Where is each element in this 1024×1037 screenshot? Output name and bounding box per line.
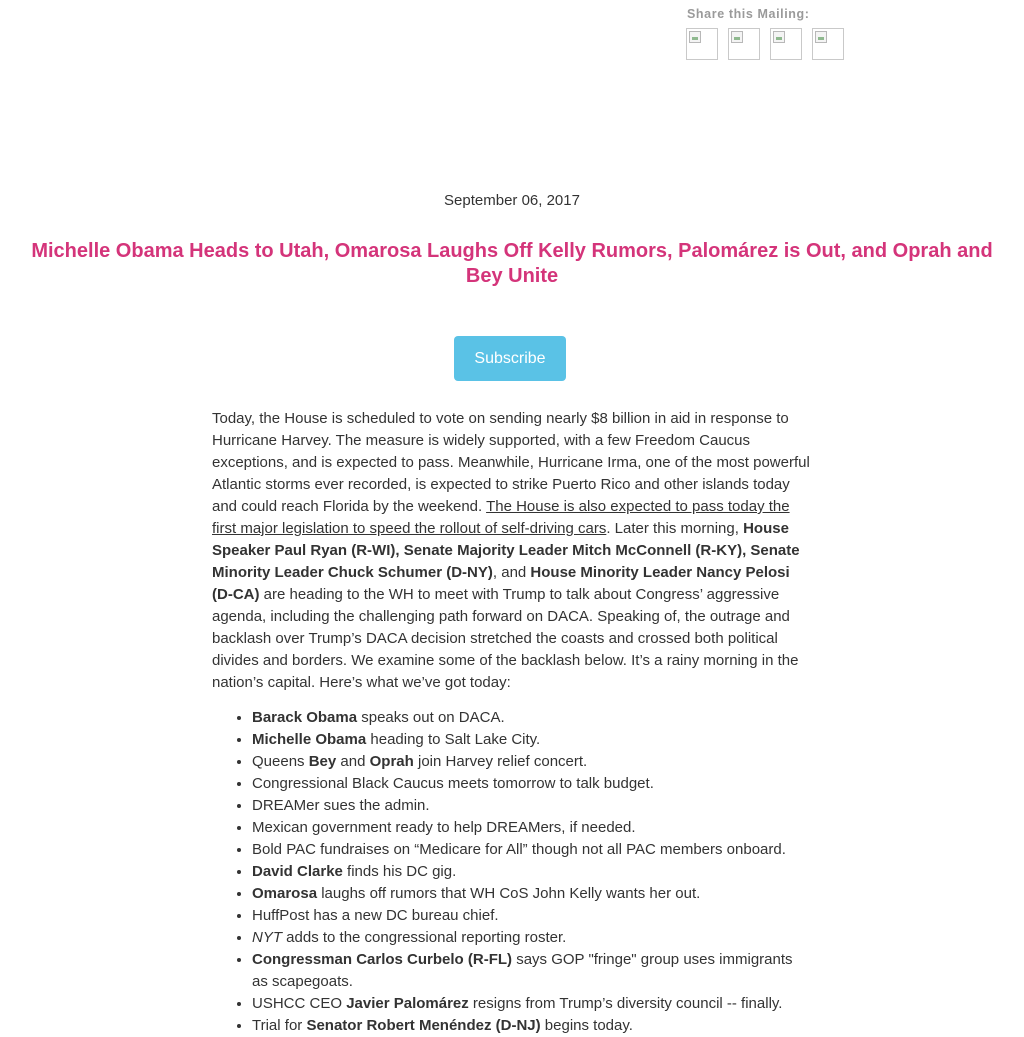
list-item-bold: Omarosa — [252, 885, 318, 902]
list-item — [252, 751, 812, 773]
self-driving-cars-link[interactable]: The House is also expected to pass today the first major legislation to speed the rollout of self-driving cars — [212, 498, 790, 537]
list-item-text: DREAMer sues the admin. — [252, 797, 430, 814]
intro-paragraph — [212, 408, 812, 694]
share-icons — [686, 28, 844, 60]
list-item-bold: David Clarke — [252, 863, 343, 880]
list-item — [252, 729, 812, 751]
list-item — [252, 927, 812, 949]
broken-image-icon — [689, 31, 701, 43]
list-item-text: says GOP "fringe" group uses immigrants as scapegoats. — [252, 951, 793, 990]
list-item-bold: Javier Palomárez — [346, 995, 469, 1012]
list-item-text: Trial for — [252, 1017, 307, 1034]
issue-headline: Michelle Obama Heads to Utah, Omarosa Laughs Off Kelly Rumors, Palomárez is Out, and Oprah and Bey Unite — [31, 240, 993, 287]
twitter-share-icon[interactable] — [728, 28, 760, 60]
list-item — [252, 773, 812, 795]
list-item — [252, 817, 812, 839]
list-item-text: laughs off rumors that WH CoS John Kelly wants her out. — [317, 885, 701, 902]
list-item-bold: Michelle Obama — [252, 731, 367, 748]
list-item-bold: Senator Robert Menéndez (D-NJ) — [306, 1017, 541, 1034]
list-item — [252, 707, 812, 729]
share-section — [687, 7, 844, 60]
intro-text: Today, the House is scheduled to vote on sending nearly $8 billion in aid in response to Hurricane Harvey. The measure is widely supported, with a few Freedom Caucus exceptions, and is expected to pass. Meanwhile, Hurricane Irma, one of the most powerful Atlantic storms ever recorded, is expected to strike Puerto Rico and other islands today and could reach Florida by the weekend. — [212, 410, 810, 515]
list-item — [252, 949, 812, 993]
list-item-text: finds his DC gig. — [342, 863, 457, 880]
list-item-text: Queens — [252, 753, 309, 770]
list-item-italic: NYT — [252, 929, 282, 946]
list-item-text: HuffPost has a new DC bureau chief. — [252, 907, 499, 924]
intro-text: . Later this morning, — [606, 520, 744, 537]
share-label: Share this Mailing: — [687, 7, 810, 21]
list-item-text: USHCC CEO — [252, 995, 347, 1012]
list-item-text: Congressional Black Caucus meets tomorrow to talk budget. — [252, 775, 654, 792]
list-item — [252, 839, 812, 861]
list-item-text: resigns from Trump’s diversity council -- finally. — [468, 995, 783, 1012]
list-item-text: begins today. — [540, 1017, 633, 1034]
list-item — [252, 861, 812, 883]
linkedin-share-icon[interactable] — [770, 28, 802, 60]
article-body — [212, 408, 812, 1037]
issue-date: September 06, 2017 — [444, 192, 580, 209]
intro-text: are heading to the WH to meet with Trump to talk about Congress’ aggressive agenda, including the challenging path forward on DACA. Speaking of, the outrage and backlash over Trump’s DACA decision stretched the coasts and crossed both political divides and borders. We examine some of the backlash below. It’s a rainy morning in the nation’s capital. Here’s what we’ve got today: — [212, 586, 799, 691]
email-share-icon[interactable] — [812, 28, 844, 60]
list-item-text: adds to the congressional reporting roster. — [282, 929, 567, 946]
broken-image-icon — [773, 31, 785, 43]
list-item — [252, 993, 812, 1015]
list-item-text: Bold PAC fundraises on “Medicare for All” though not all PAC members onboard. — [252, 841, 786, 858]
list-item — [252, 1015, 812, 1037]
list-item-bold: Bey — [308, 753, 337, 770]
list-item-text: and — [336, 753, 370, 770]
list-item-text: join Harvey relief concert. — [413, 753, 588, 770]
list-item-bold: Congressman Carlos Curbelo (R-FL) — [252, 951, 513, 968]
list-item-bold: Oprah — [369, 753, 414, 770]
list-item-bold: Barack Obama — [252, 709, 358, 726]
broken-image-icon — [731, 31, 743, 43]
subscribe-button[interactable]: Subscribe — [454, 336, 566, 381]
list-item — [252, 883, 812, 905]
list-item-text: Mexican government ready to help DREAMers, if needed. — [252, 819, 636, 836]
highlights-list — [212, 707, 812, 1037]
facebook-share-icon[interactable] — [686, 28, 718, 60]
list-item-text: speaks out on DACA. — [357, 709, 505, 726]
list-item — [252, 795, 812, 817]
intro-text: , and — [492, 564, 531, 581]
intro-bold-pelosi: House Minority Leader Nancy Pelosi (D-CA) — [212, 564, 790, 603]
list-item — [252, 905, 812, 927]
intro-bold-leaders: House Speaker Paul Ryan (R-WI), Senate Majority Leader Mitch McConnell (R-KY), Senate Minority Leader Chuck Schumer (D-NY) — [212, 520, 800, 581]
list-item-text: heading to Salt Lake City. — [366, 731, 541, 748]
broken-image-icon — [815, 31, 827, 43]
